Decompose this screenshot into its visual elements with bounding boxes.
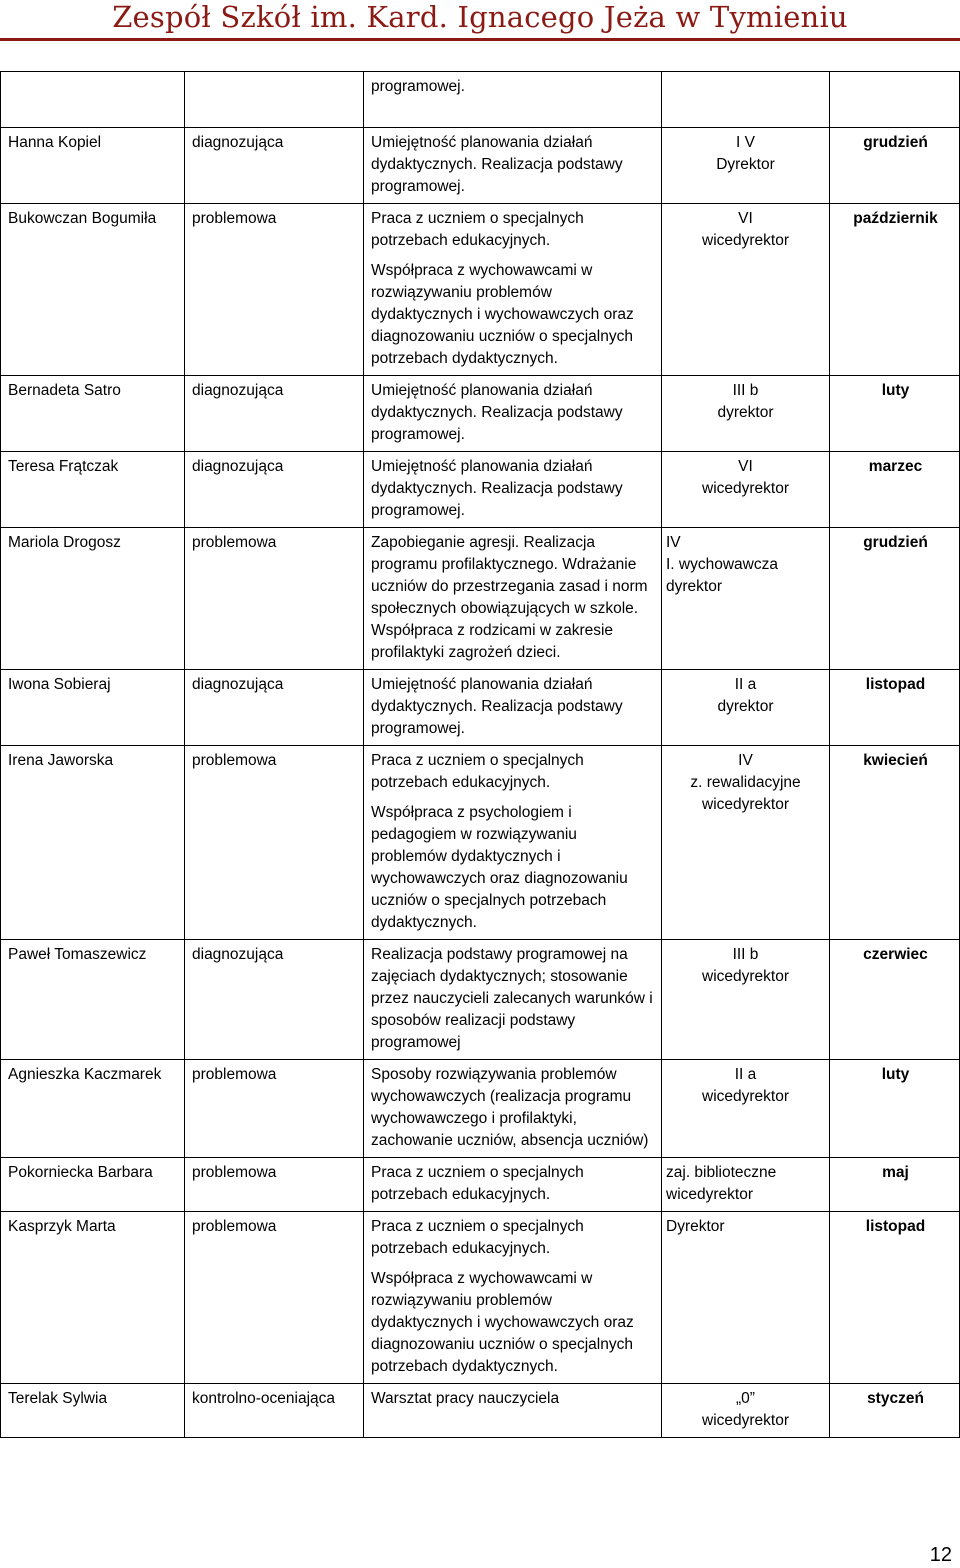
supervisor-line: wicedyrektor [702, 1412, 789, 1429]
cell-topic [364, 1158, 662, 1212]
supervisor-line: I. wychowawcza [666, 556, 778, 573]
inspection-month: grudzień [863, 534, 928, 551]
topic-text: Umiejętność planowania działań dydaktycznych. Realizacja podstawy programowej. [371, 676, 623, 737]
table-row [1, 1384, 960, 1438]
inspection-type: diagnozująca [192, 382, 284, 399]
cell-month [830, 128, 960, 204]
table-row [1, 204, 960, 376]
cell-month [830, 940, 960, 1060]
cell-teacher-name [1, 528, 185, 670]
cell-inspection-type [185, 940, 364, 1060]
cell-month [830, 1060, 960, 1158]
topic-text: Praca z uczniem o specjalnych potrzebach edukacyjnych. [371, 752, 584, 791]
class-level: „0” [736, 1390, 755, 1407]
class-level: zaj. biblioteczne [666, 1164, 777, 1181]
topic-text: Sposoby rozwiązywania problemów wychowawczych (realizacja programu wychowawczego i profilaktyki, zachowanie uczniów, absencja uczniów) [371, 1066, 649, 1149]
cell-inspection-type [185, 376, 364, 452]
cell-class-supervisor [662, 1060, 830, 1158]
cell-class-supervisor [662, 1158, 830, 1212]
topic-text: Umiejętność planowania działań dydaktycznych. Realizacja podstawy programowej. [371, 382, 623, 443]
inspection-type: problemowa [192, 1218, 277, 1235]
teacher-name: Irena Jaworska [8, 752, 114, 769]
table-row [1, 128, 960, 204]
cell-inspection-type [185, 452, 364, 528]
cell-month [830, 1212, 960, 1384]
supervisor-line: z. rewalidacyjne [690, 774, 801, 791]
class-level: III b [732, 382, 759, 399]
inspection-month: kwiecień [863, 752, 928, 769]
cell-month [830, 1384, 960, 1438]
inspection-month: styczeń [867, 1390, 924, 1407]
topic-text: programowej. [371, 78, 465, 95]
inspection-schedule-table [0, 71, 960, 1438]
topic-text: Praca z uczniem o specjalnych potrzebach edukacyjnych. [371, 210, 584, 249]
supervisor-line: Dyrektor [716, 156, 775, 173]
teacher-name: Iwona Sobieraj [8, 676, 111, 693]
cell-topic [364, 528, 662, 670]
inspection-type: kontrolno-oceniająca [192, 1390, 336, 1407]
supervisor-line: dyrektor [717, 698, 774, 715]
topic-text: Praca z uczniem o specjalnych potrzebach edukacyjnych. [371, 1218, 584, 1257]
table-row [1, 670, 960, 746]
document-header [0, 0, 960, 44]
topic-text: Współpraca z psychologiem i pedagogiem w rozwiązywaniu problemów dydaktycznych i wychowawczych oraz diagnozowaniu uczniów o specjalnych potrzebach dydaktycznych. [371, 804, 628, 931]
teacher-name: Paweł Tomaszewicz [8, 946, 147, 963]
inspection-month: grudzień [863, 134, 928, 151]
inspection-type: problemowa [192, 534, 277, 551]
class-level: IV [666, 534, 681, 551]
topic-text: Praca z uczniem o specjalnych potrzebach edukacyjnych. [371, 1164, 584, 1203]
cell-teacher-name [1, 1060, 185, 1158]
class-level: Dyrektor [666, 1218, 725, 1235]
table-row [1, 1060, 960, 1158]
inspection-type: diagnozująca [192, 676, 284, 693]
cell-topic [364, 1212, 662, 1384]
inspection-type: diagnozująca [192, 134, 284, 151]
table-row [1, 376, 960, 452]
cell-month [830, 1158, 960, 1212]
cell-class-supervisor [662, 204, 830, 376]
inspection-type: problemowa [192, 1066, 277, 1083]
supervisor-line: wicedyrektor [702, 480, 789, 497]
cell-teacher-name [1, 1212, 185, 1384]
cell-month [830, 528, 960, 670]
supervisor-line: wicedyrektor [702, 796, 789, 813]
teacher-name: Bernadeta Satro [8, 382, 121, 399]
cell-topic [364, 1060, 662, 1158]
cell-teacher-name [1, 940, 185, 1060]
cell-teacher-name [1, 128, 185, 204]
table-row [1, 528, 960, 670]
cell-class-supervisor [662, 746, 830, 940]
cell-inspection-type [185, 1384, 364, 1438]
cell-inspection-type [185, 746, 364, 940]
inspection-month: maj [882, 1164, 909, 1181]
topic-text: Realizacja podstawy programowej na zajęciach dydaktycznych; stosowanie przez nauczycieli zalecanych warunków i sposobów realizacji podstawy programowej [371, 946, 653, 1051]
supervisor-line: wicedyrektor [702, 968, 789, 985]
cell-month [830, 204, 960, 376]
class-level: VI [738, 458, 753, 475]
cell-teacher-name [1, 746, 185, 940]
inspection-month: listopad [865, 1218, 926, 1235]
class-level: II a [734, 676, 757, 693]
supervisor-line: dyrektor [717, 404, 774, 421]
inspection-month: październik [853, 210, 938, 227]
inspection-type: diagnozująca [192, 946, 284, 963]
supervisor-line: wicedyrektor [666, 1186, 753, 1203]
class-level: IV [738, 752, 753, 769]
cell-inspection-type [185, 528, 364, 670]
page-number: 12 [929, 1544, 952, 1566]
teacher-name: Pokorniecka Barbara [8, 1164, 153, 1181]
topic-text: Umiejętność planowania działań dydaktycznych. Realizacja podstawy programowej. [371, 134, 623, 195]
cell-inspection-type [185, 204, 364, 376]
cell-teacher-name [1, 72, 185, 128]
cell-topic [364, 376, 662, 452]
cell-month [830, 746, 960, 940]
cell-class-supervisor [662, 376, 830, 452]
inspection-type: diagnozująca [192, 458, 284, 475]
school-name-title: Zespół Szkół im. Kard. Ignacego Jeża w Tymieniu [112, 0, 848, 34]
cell-class-supervisor [662, 670, 830, 746]
class-level: I V [736, 134, 755, 151]
teacher-name: Bukowczan Bogumiła [8, 210, 157, 227]
table-row [1, 452, 960, 528]
cell-class-supervisor [662, 452, 830, 528]
cell-topic [364, 940, 662, 1060]
table-row [1, 1212, 960, 1384]
cell-class-supervisor [662, 128, 830, 204]
cell-class-supervisor [662, 940, 830, 1060]
inspection-type: problemowa [192, 210, 277, 227]
cell-teacher-name [1, 1158, 185, 1212]
inspection-month: luty [881, 382, 910, 399]
teacher-name: Kasprzyk Marta [8, 1218, 116, 1235]
inspection-month: czerwiec [863, 946, 928, 963]
inspection-month: listopad [865, 676, 926, 693]
inspection-schedule-table-wrapper [0, 71, 960, 1438]
cell-class-supervisor [662, 1384, 830, 1438]
cell-month [830, 452, 960, 528]
teacher-name: Teresa Frątczak [8, 458, 119, 475]
table-row [1, 1158, 960, 1212]
teacher-name: Mariola Drogosz [8, 534, 121, 551]
table-body [1, 72, 960, 1438]
table-row [1, 940, 960, 1060]
supervisor-line: dyrektor [666, 578, 722, 595]
cell-month [830, 670, 960, 746]
inspection-month: marzec [868, 458, 923, 475]
teacher-name: Agnieszka Kaczmarek [8, 1066, 162, 1083]
cell-class-supervisor [662, 1212, 830, 1384]
topic-text: Umiejętność planowania działań dydaktycznych. Realizacja podstawy programowej. [371, 458, 623, 519]
table-row-continuation [1, 72, 960, 128]
supervisor-line: wicedyrektor [702, 1088, 789, 1105]
inspection-type: problemowa [192, 752, 277, 769]
cell-inspection-type [185, 1060, 364, 1158]
header-rule [0, 38, 960, 41]
cell-teacher-name [1, 1384, 185, 1438]
cell-inspection-type [185, 1212, 364, 1384]
cell-inspection-type [185, 128, 364, 204]
cell-topic [364, 204, 662, 376]
cell-topic [364, 746, 662, 940]
topic-text: Współpraca z wychowawcami w rozwiązywaniu problemów dydaktycznych i wychowawczych oraz diagnozowaniu uczniów o specjalnych potrzebach dydaktycznych. [371, 262, 634, 367]
cell-teacher-name [1, 452, 185, 528]
topic-text: Współpraca z wychowawcami w rozwiązywaniu problemów dydaktycznych i wychowawczych oraz diagnozowaniu uczniów o specjalnych potrzebach dydaktycznych. [371, 1270, 634, 1375]
cell-teacher-name [1, 376, 185, 452]
class-level: III b [732, 946, 759, 963]
supervisor-line: wicedyrektor [702, 232, 789, 249]
cell-topic [364, 452, 662, 528]
cell-inspection-type [185, 1158, 364, 1212]
inspection-month: luty [881, 1066, 910, 1083]
cell-teacher-name [1, 670, 185, 746]
table-row [1, 746, 960, 940]
cell-class-supervisor [662, 72, 830, 128]
cell-topic [364, 72, 662, 128]
cell-topic [364, 1384, 662, 1438]
class-level: VI [738, 210, 753, 227]
cell-class-supervisor [662, 528, 830, 670]
class-level: II a [734, 1066, 757, 1083]
cell-inspection-type [185, 670, 364, 746]
inspection-type: problemowa [192, 1164, 277, 1181]
cell-teacher-name [1, 204, 185, 376]
teacher-name: Terelak Sylwia [8, 1390, 108, 1407]
teacher-name: Hanna Kopiel [8, 134, 102, 151]
cell-month [830, 72, 960, 128]
cell-topic [364, 670, 662, 746]
cell-month [830, 376, 960, 452]
cell-inspection-type [185, 72, 364, 128]
cell-topic [364, 128, 662, 204]
topic-text: Zapobieganie agresji. Realizacja programu profilaktycznego. Wdrażanie uczniów do przestrzegania zasad i norm społecznych obowiązujących w szkole. Współpraca z rodzicami w zakresie profilaktyki zagrożeń dzieci. [371, 534, 648, 661]
topic-text: Warsztat pracy nauczyciela [371, 1390, 560, 1407]
